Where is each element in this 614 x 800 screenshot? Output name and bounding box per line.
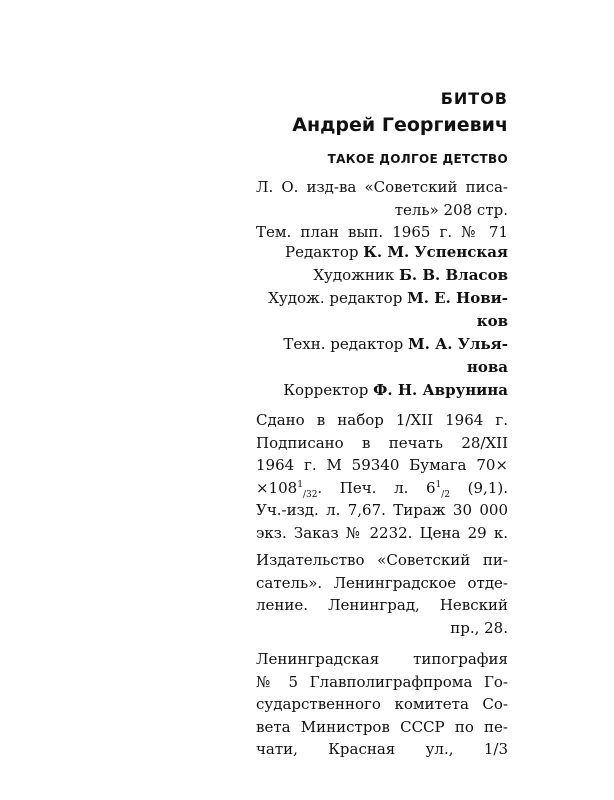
print-line: Сдано в набор 1/XII 1964 г. (256, 411, 508, 429)
credit-person: Ф. Н. Аврунина (373, 381, 508, 399)
sheets-denominator: /2 (441, 489, 451, 500)
publisher-line: сатель». Ленинградское отде- (256, 573, 508, 592)
print-line: Уч.-изд. л. 7,67. Тираж 30 000 (256, 501, 508, 519)
print-line: 1964 г. М 59340 Бумага 70× (256, 456, 508, 474)
print-sheets: . Печ. л. 6 (317, 478, 436, 497)
print-line: экз. Заказ № 2232. Цена 29 к. (256, 523, 508, 542)
printer-line: вета Министров СССР по пе- (256, 717, 508, 736)
publication-info (256, 176, 508, 244)
credit-role: Художник (313, 266, 395, 284)
credit-person: М. А. Улья- (408, 335, 508, 353)
publication-line: тель» 208 стр. (394, 200, 508, 219)
credit-person: К. М. Успенская (363, 243, 508, 261)
author-full-name: Андрей Георгиевич (292, 114, 508, 136)
print-line-format (256, 477, 508, 500)
publisher-line: пр., 28. (450, 618, 508, 637)
credit-person: Б. В. Власов (399, 266, 508, 284)
credit-proofreader (256, 379, 508, 402)
printer-line: чати, Красная ул., 1/3 (256, 740, 508, 758)
printer-address (256, 648, 508, 761)
print-line: Подписано в печать 28/XII (256, 433, 508, 452)
credit-artist (256, 264, 508, 287)
credit-role: Редактор (285, 243, 359, 261)
format-denominator: /32 (302, 489, 318, 500)
printer-line: сударственного комитета Со- (256, 695, 508, 713)
author-surname: БИТОВ (440, 89, 508, 108)
printer-line: Ленинградская типография (256, 650, 508, 668)
publication-line: Л. О. изд-ва «Советский писа- (256, 178, 508, 196)
publisher-line: ление. Ленинград, Невский (256, 596, 508, 614)
sheets-total: (9,1). (450, 478, 508, 497)
credit-role: Корректор (283, 381, 369, 399)
sheets-numerator: 1 (435, 479, 442, 490)
format-size: ×108 (256, 478, 298, 497)
credit-tech-editor (256, 333, 508, 356)
publisher-address (256, 549, 508, 639)
format-numerator: 1 (297, 479, 303, 490)
credit-role: Техн. редактор (283, 335, 404, 353)
credit-person: М. Е. Нови- (407, 289, 508, 307)
credit-art-editor (256, 287, 508, 310)
credit-editor (256, 241, 508, 264)
credits-block (256, 241, 508, 402)
publisher-line: Издательство «Советский пи- (256, 551, 508, 569)
print-details (256, 409, 508, 544)
publication-line: Тем. план вып. 1965 г. № 71 (256, 223, 508, 241)
printer-line: № 5 Главполиграфпрома Го- (256, 672, 508, 691)
book-title: ТАКОЕ ДОЛГОЕ ДЕТСТВО (327, 152, 508, 166)
credit-continuation: нова (466, 358, 508, 376)
credit-role: Худож. редактор (268, 289, 403, 307)
credit-continuation: ков (476, 312, 508, 330)
